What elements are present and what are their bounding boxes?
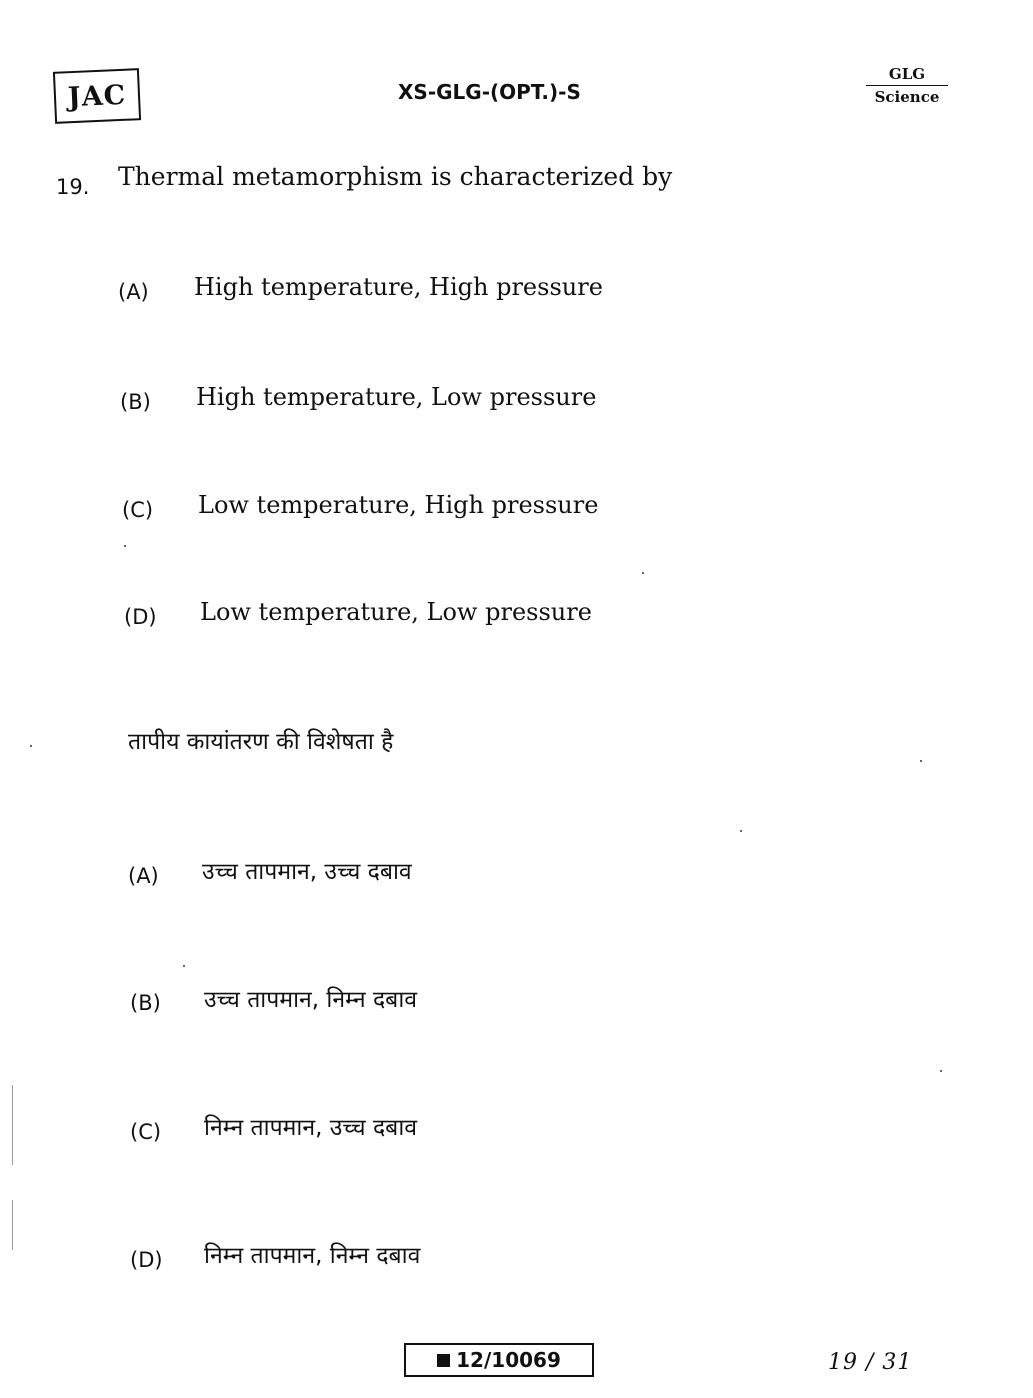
subject-code: GLG [866, 64, 948, 86]
board-logo-box [53, 68, 141, 124]
scan-speck [642, 572, 644, 574]
paper-code: XS-GLG-(OPT.)-S [398, 80, 581, 104]
option-b-text-en: High temperature, Low pressure [196, 383, 597, 411]
question-text-hindi: तापीय कायांतरण की विशेषता है [128, 729, 394, 755]
option-c-letter-en: (C) [122, 498, 154, 522]
option-a-text-hi: उच्च तापमान, उच्च दबाव [202, 859, 412, 885]
booklet-code: 12/10069 [456, 1348, 561, 1372]
subject-name: Science [874, 88, 940, 106]
option-a-text-en: High temperature, High pressure [194, 273, 603, 301]
question-text-english: Thermal metamorphism is characterized by [118, 162, 673, 191]
scan-margin-line [12, 1085, 13, 1165]
option-d-letter-en: (D) [124, 605, 157, 629]
option-d-letter-hi: (D) [130, 1248, 163, 1272]
scan-speck [183, 965, 185, 967]
scan-margin-line [12, 1200, 13, 1250]
option-b-letter-en: (B) [120, 390, 151, 414]
option-b-letter-hi: (B) [130, 991, 161, 1015]
option-b-text-hi: उच्च तापमान, निम्न दबाव [204, 987, 418, 1013]
scan-speck [740, 830, 742, 832]
option-c-text-hi: निम्न तापमान, उच्च दबाव [204, 1115, 418, 1141]
option-d-text-en: Low temperature, Low pressure [200, 598, 592, 626]
question-number: 19. [56, 175, 90, 199]
board-label: JAC [67, 79, 127, 113]
scan-speck [920, 760, 922, 762]
option-a-letter-en: (A) [118, 280, 149, 304]
page-number: 19 / 31 [828, 1350, 913, 1375]
option-c-text-en: Low temperature, High pressure [198, 491, 599, 519]
option-a-letter-hi: (A) [128, 864, 159, 888]
option-c-letter-hi: (C) [130, 1120, 162, 1144]
square-bullet-icon [437, 1354, 450, 1367]
scan-speck [30, 745, 32, 747]
scan-speck [124, 545, 126, 547]
option-d-text-hi: निम्न तापमान, निम्न दबाव [204, 1243, 421, 1269]
booklet-code-box [404, 1343, 594, 1377]
scan-speck [940, 1070, 942, 1072]
subject-block [866, 64, 948, 107]
